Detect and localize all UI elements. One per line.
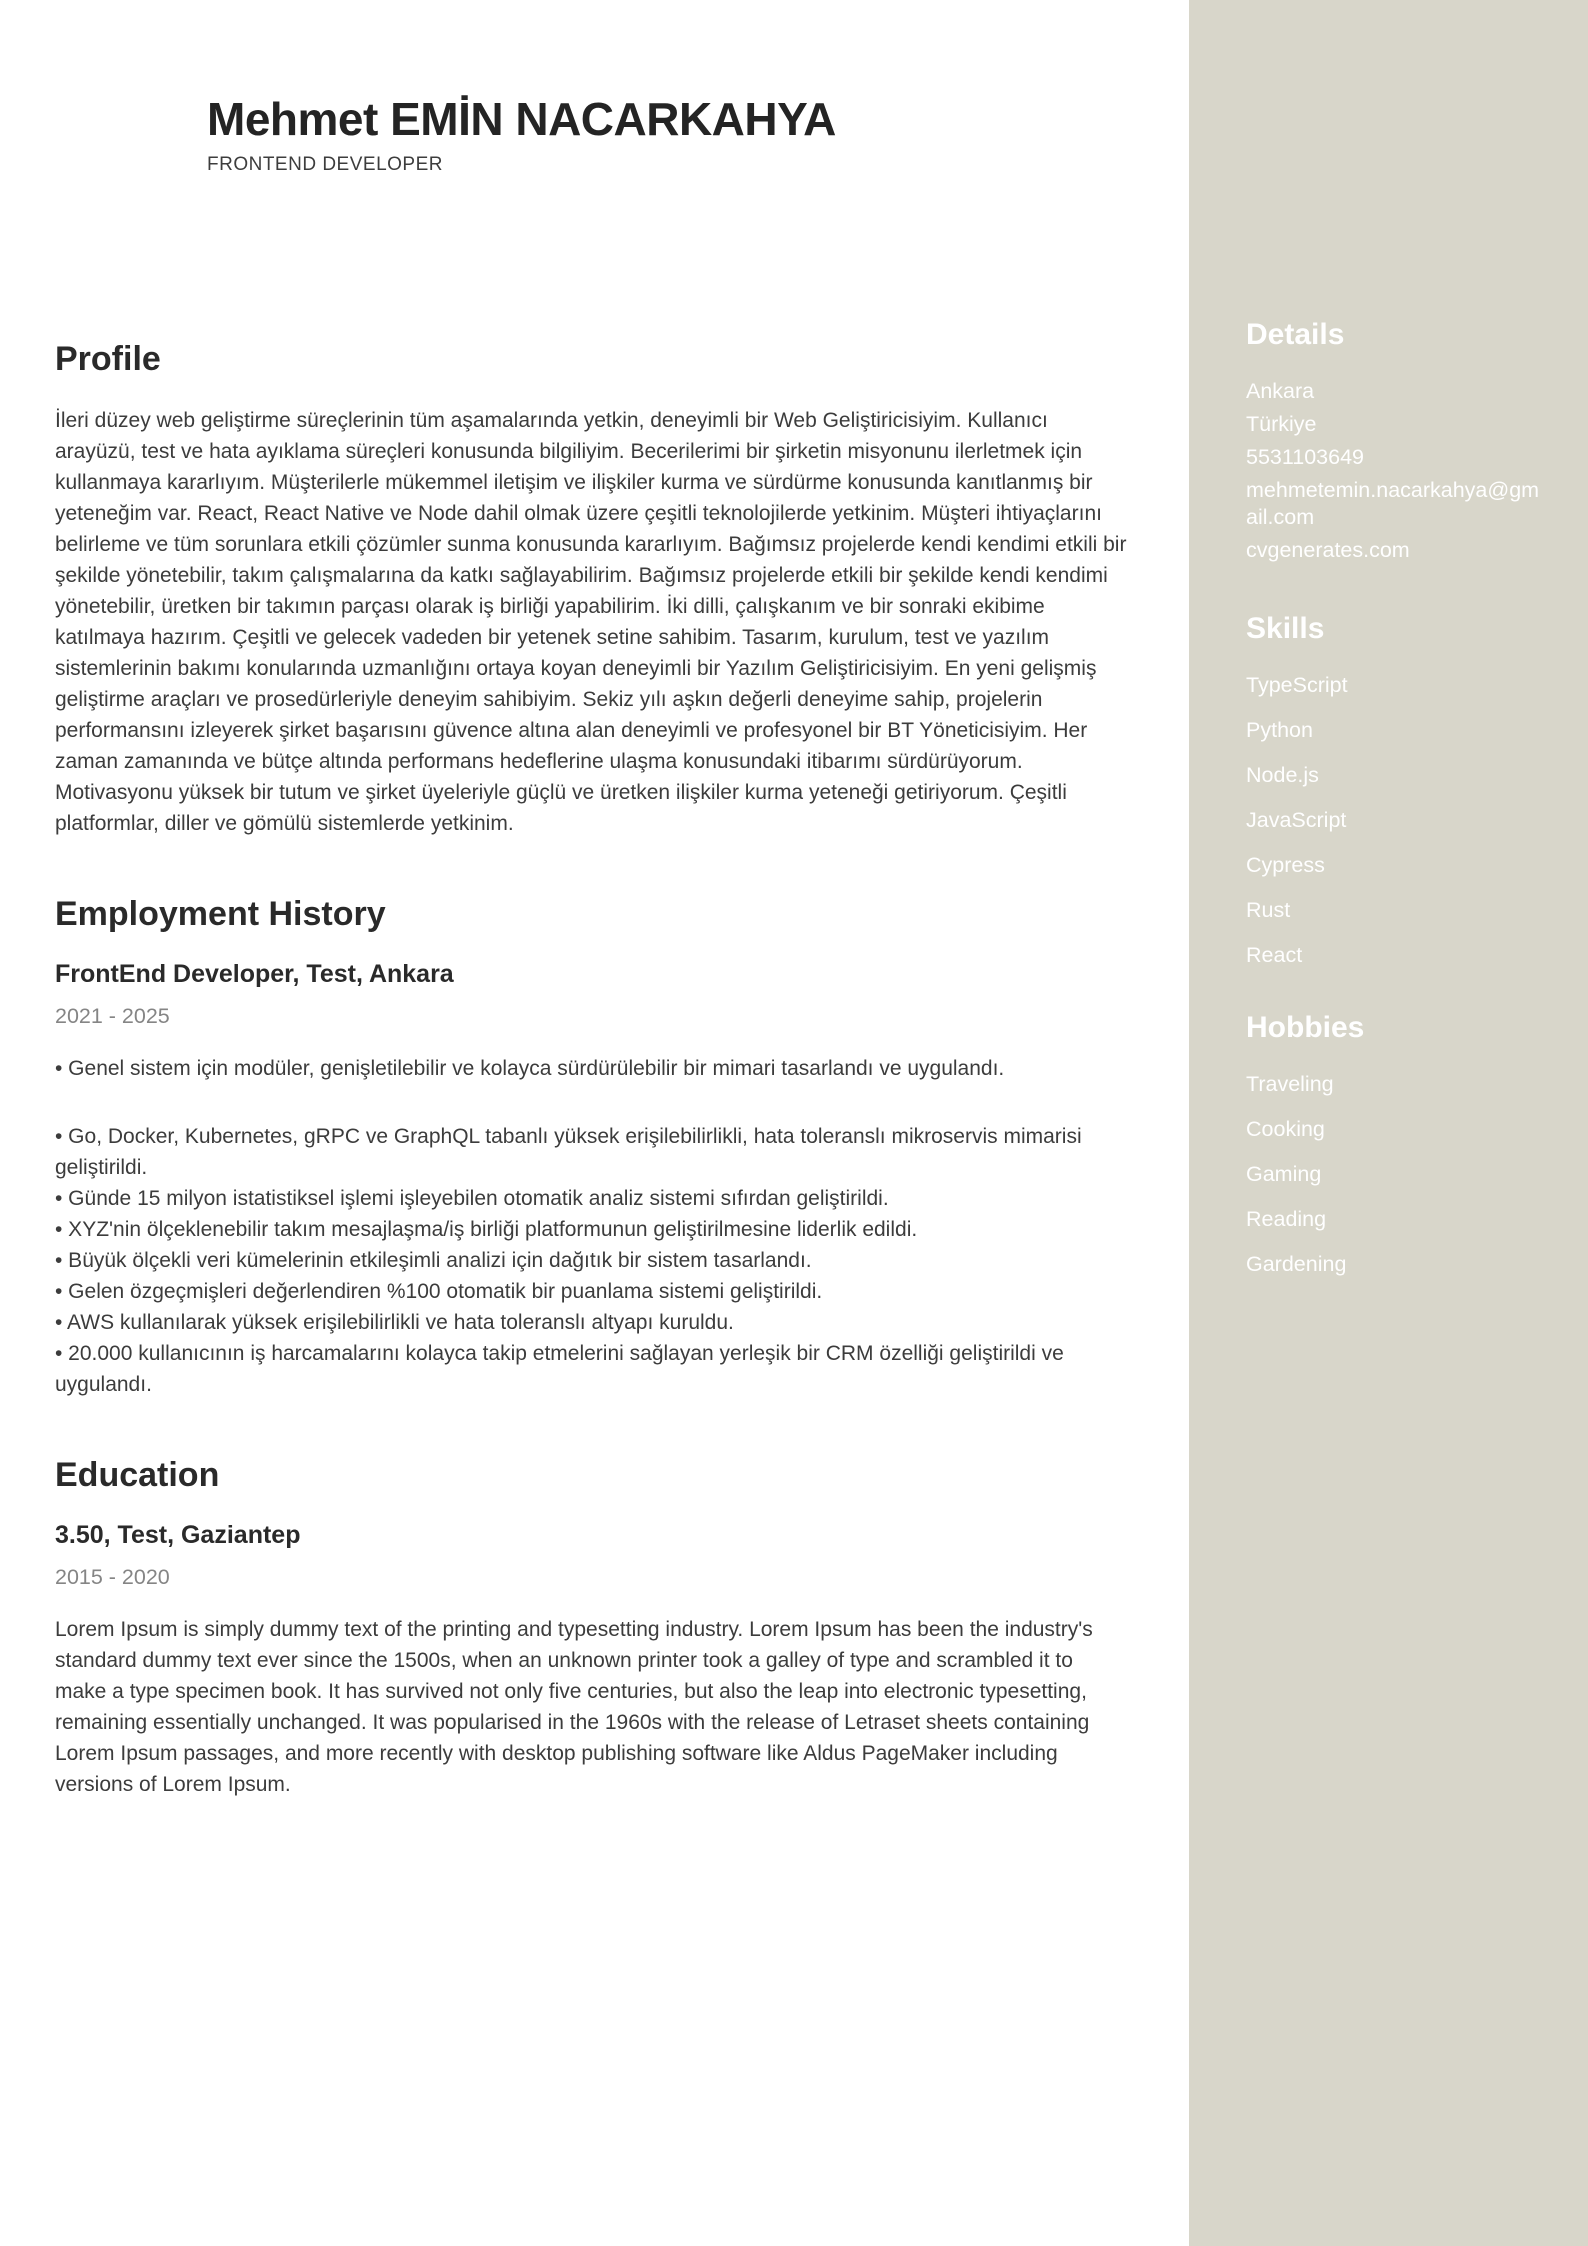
employment-bullet: • 20.000 kullanıcının iş harcamalarını kolayca takip etmelerini sağlayan yerleşik bir CRM özelliği geliştirildi ve uygulandı. bbox=[55, 1342, 1064, 1396]
person-name: Mehmet EMİN NACARKAHYA bbox=[207, 93, 836, 145]
details-item: 5531103649 bbox=[1246, 445, 1364, 469]
details-item: cvgenerates.com bbox=[1246, 538, 1410, 562]
skill-item: TypeScript bbox=[1246, 673, 1348, 697]
employment-bullet: • AWS kullanılarak yüksek erişilebilirlikli ve hata toleranslı altyapı kuruldu. bbox=[55, 1311, 734, 1334]
skills-heading: Skills bbox=[1246, 612, 1325, 645]
skill-item: Python bbox=[1246, 718, 1313, 742]
employment-bullet: • Genel sistem için modüler, genişletilebilir ve kolayca sürdürülebilir bir mimari tasarlandı ve uygulandı. bbox=[55, 1057, 1005, 1080]
hobbies-heading: Hobbies bbox=[1246, 1011, 1365, 1044]
hobbies-section bbox=[1246, 1011, 1550, 1278]
main-column bbox=[55, 0, 1130, 1800]
employment-bullets bbox=[55, 1053, 1130, 1400]
hobbies-list bbox=[1246, 1071, 1550, 1278]
details-section bbox=[1246, 318, 1550, 564]
sidebar bbox=[1189, 0, 1588, 2246]
employment-bullet: • XYZ'nin ölçeklenebilir takım mesajlaşma/iş birliği platformunun geliştirilmesine liderlik edildi. bbox=[55, 1218, 918, 1241]
hobby-item: Gaming bbox=[1246, 1162, 1322, 1186]
employment-bullet: • Go, Docker, Kubernetes, gRPC ve GraphQL tabanlı yüksek erişilebilirlikli, hata toleranslı mikroservis mimarisi geliştirildi. bbox=[55, 1125, 1082, 1179]
employment-bullet: • Günde 15 milyon istatistiksel işlemi işleyebilen otomatik analiz sistemi sıfırdan geliştirildi. bbox=[55, 1187, 889, 1210]
employment-period: 2021 - 2025 bbox=[55, 1004, 170, 1028]
skill-item: JavaScript bbox=[1246, 808, 1347, 832]
details-heading: Details bbox=[1246, 318, 1345, 351]
education-degree: 3.50, Test, Gaziantep bbox=[55, 1521, 301, 1549]
hobby-item: Reading bbox=[1246, 1207, 1327, 1231]
profile-text: İleri düzey web geliştirme süreçlerinin tüm aşamalarında yetkin, deneyimli bir Web Geliştiricisiyim. Kullanıcı arayüzü, test ve hata ayıklama süreçleri konusunda bilgiliyim. Becerilerimi bir şirketin misyonunu ilerletmek için kullanmaya kararlıyım. Müşterilerle mükemmel iletişim ve ilişkiler kurma ve sürdürme konusunda kanıtlanmış bir yeteneğim var. React, React Native ve Node dahil olmak üzere çeşitli teknolojilerde yetkinim. Müşteri ihtiyaçlarını belirleme ve tüm sorunlara etkili çözümler sunma konusunda kararlıyım. Bağımsız projelerde kendi kendimi etkili bir şekilde yönetebilir, takım çalışmalarına da katkı sağlayabilirim. Bağımsız projelerde etkili bir şekilde kendi kendimi yönetebilir, üretken bir takımın parçası olarak iş birliği yapabilirim. İki dilli, çalışkanım ve bir sonraki ekibime katılmaya hazırım. Çeşitli ve gelecek vadeden bir yetenek setine sahibim. Tasarım, kurulum, test ve yazılım sistemlerinin bakımı konularında uzmanlığını ortaya koyan deneyimli bir Yazılım Geliştiricisiyim. En yeni gelişmiş geliştirme araçları ve prosedürleriyle deneyim sahibiyim. Sekiz yılı aşkın değerli deneyime sahip, projelerin performansını izleyerek şirket başarısını güvence altına alan deneyimli ve profesyonel bir BT Yöneticisiyim. Her zaman zamanında ve bütçe altında performans hedeflerine ulaşma konusundaki itibarımı sürdürüyorum. Motivasyonu yüksek bir tutum ve şirket üyeleriyle güçlü ve üretken ilişkiler kurma yeteneği getiriyorum. Çeşitli platformlar, diller ve gömülü sistemlerde yetkinim. bbox=[55, 409, 1127, 835]
skill-item: React bbox=[1246, 943, 1303, 967]
hobby-item: Cooking bbox=[1246, 1117, 1325, 1141]
employment-heading: Employment History bbox=[55, 895, 386, 933]
skill-item: Cypress bbox=[1246, 853, 1325, 877]
skill-item: Rust bbox=[1246, 898, 1291, 922]
resume-header bbox=[207, 92, 1130, 176]
education-period: 2015 - 2020 bbox=[55, 1565, 170, 1589]
education-section bbox=[55, 1456, 1130, 1800]
employment-section bbox=[55, 895, 1130, 1400]
education-heading: Education bbox=[55, 1456, 220, 1494]
employment-bullet: • Gelen özgeçmişleri değerlendiren %100 otomatik bir puanlama sistemi geliştirildi. bbox=[55, 1280, 823, 1303]
hobby-item: Gardening bbox=[1246, 1252, 1347, 1276]
profile-heading: Profile bbox=[55, 340, 161, 378]
profile-section bbox=[55, 340, 1130, 839]
skills-section bbox=[1246, 612, 1550, 969]
education-text: Lorem Ipsum is simply dummy text of the printing and typesetting industry. Lorem Ipsum has been the industry's standard dummy text ever since the 1500s, when an unknown printer took a galley of type and scrambled it to make a type specimen book. It has survived not only five centuries, but also the leap into electronic typesetting, remaining essentially unchanged. It was popularised in the 1960s with the release of Letraset sheets containing Lorem Ipsum passages, and more recently with desktop publishing software like Aldus PageMaker including versions of Lorem Ipsum. bbox=[55, 1618, 1093, 1796]
employment-bullet: • Büyük ölçekli veri kümelerinin etkileşimli analizi için dağıtık bir sistem tasarlandı. bbox=[55, 1249, 812, 1272]
details-item: Türkiye bbox=[1246, 412, 1317, 436]
details-item: Ankara bbox=[1246, 379, 1315, 403]
details-item: mehmetemin.nacarkahya@gmail.com bbox=[1246, 478, 1540, 529]
hobby-item: Traveling bbox=[1246, 1072, 1334, 1096]
job-title: FrontEnd Developer, Test, Ankara bbox=[55, 960, 454, 988]
skill-item: Node.js bbox=[1246, 763, 1319, 787]
details-list bbox=[1246, 378, 1550, 564]
skills-list bbox=[1246, 672, 1550, 969]
person-title: FRONTEND DEVELOPER bbox=[207, 154, 443, 175]
